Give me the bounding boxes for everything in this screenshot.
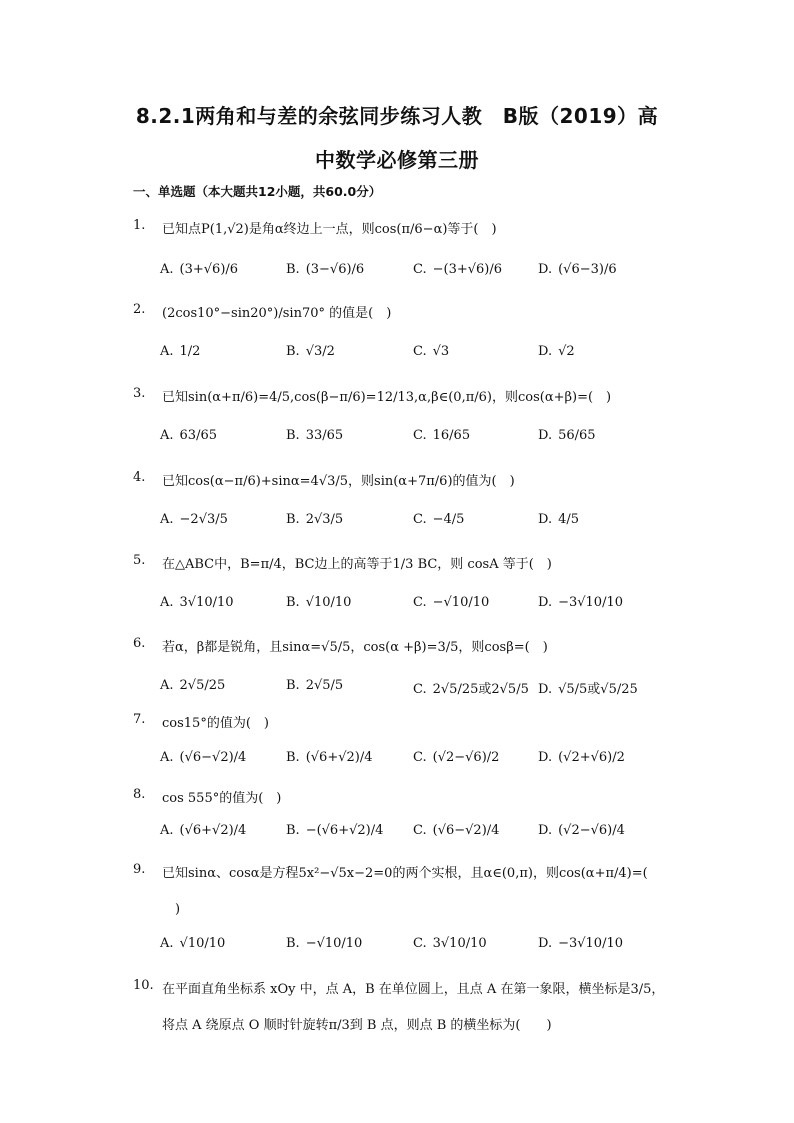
option-d[interactable] [538,428,596,443]
section-heading: 一、单选题（本大题共12小题，共60.0分） [133,184,382,199]
question-stem: 已知sinα、cosα是方程5x²−√5x−2=0的两个实根，且α∈(0,π)，则cos(α+π/4)=( [162,866,648,881]
question-stem: 已知cos(α−π/6)+sinα=4√3/5，则sin(α+7π/6)的值为( ) [162,474,515,489]
option-text: 3√10/10 [179,595,234,610]
option-label: C. [413,936,427,951]
option-text: −(√6+√2)/4 [305,823,384,838]
option-text: (√6−√2)/4 [179,750,247,765]
option-label: B. [286,750,300,765]
option-b[interactable] [286,678,343,693]
option-text: −3√10/10 [558,936,624,951]
option-text: −√10/10 [432,595,490,610]
question-stem: 在△ABC中，B=π/4，BC边上的高等于1/3 BC，则 cosA 等于( ) [162,557,552,572]
option-text: √3 [432,344,450,359]
question-number: 9. [133,862,146,877]
option-label: C. [413,595,427,610]
option-text: (√6−3)/6 [558,262,617,277]
doc-title-line1: 8.2.1两角和与差的余弦同步练习人教 B版（2019）高 [135,104,659,128]
option-a[interactable] [160,595,234,610]
option-label: A. [160,262,174,277]
option-label: C. [413,344,427,359]
option-label: C. [413,750,427,765]
option-a[interactable] [160,512,228,527]
option-label: C. [413,262,427,277]
option-c[interactable] [413,936,487,951]
question-number: 10. [133,978,154,993]
option-label: A. [160,428,174,443]
question-stem: 已知sin(α+π/6)=4/5,cos(β−π/6)=12/13,α,β∈(0,π/6)，则cos(α+β)=( ) [162,390,612,405]
option-d[interactable] [538,262,617,277]
option-text: √5/5或√5/25 [558,682,638,697]
option-b[interactable] [286,512,343,527]
option-d[interactable] [538,823,625,838]
option-c[interactable] [413,262,502,277]
option-label: B. [286,262,300,277]
option-d[interactable] [538,512,579,527]
option-c[interactable] [413,512,464,527]
question-stem: (2cos10°−sin20°)/sin70° 的值是( ) [162,306,392,321]
option-text: −(3+√6)/6 [432,262,503,277]
option-c[interactable] [413,428,470,443]
option-label: D. [538,595,553,610]
option-c[interactable] [413,750,499,765]
option-c[interactable] [413,595,489,610]
option-text: −4/5 [432,512,465,527]
option-text: (3+√6)/6 [179,262,239,277]
option-b[interactable] [286,823,383,838]
option-b[interactable] [286,262,364,277]
option-text: 2√5/25或2√5/5 [432,682,529,697]
question-stem: cos15°的值为( ) [162,716,269,731]
option-label: A. [160,512,174,527]
option-text: (3−√6)/6 [305,262,365,277]
option-a[interactable] [160,344,200,359]
question-number: 8. [133,787,146,802]
option-text: 56/65 [558,428,596,443]
question-stem: 在平面直角坐标系 xOy 中，点 A，B 在单位圆上，且点 A 在第一象限，横坐标是3/5， [162,982,665,997]
question-number: 4. [133,470,146,485]
option-a[interactable] [160,823,246,838]
option-label: B. [286,936,300,951]
question-stem-continued: ) [175,902,181,917]
option-b[interactable] [286,428,343,443]
option-a[interactable] [160,936,225,951]
option-text: 33/65 [305,428,344,443]
question-stem: 已知点P(1,√2)是角α终边上一点，则cos(π/6−α)等于( ) [162,222,497,237]
option-c[interactable] [413,823,499,838]
option-label: C. [413,512,427,527]
option-text: 1/2 [179,344,201,359]
question-stem-continued: 将点 A 绕原点 O 顺时针旋转π/3到 B 点，则点 B 的横坐标为( ) [162,1018,552,1033]
option-text: 2√5/5 [305,678,344,693]
question-number: 3. [133,386,146,401]
option-label: D. [538,428,553,443]
question-number: 2. [133,302,146,317]
option-b[interactable] [286,750,372,765]
option-text: (√6+√2)/4 [179,823,247,838]
option-text: 2√3/5 [305,512,344,527]
option-text: (√6−√2)/4 [432,823,500,838]
option-label: C. [413,823,427,838]
question-number: 1. [133,218,146,233]
option-text: 16/65 [432,428,471,443]
question-number: 5. [133,553,146,568]
option-d[interactable] [538,595,623,610]
option-label: D. [538,936,553,951]
option-a[interactable] [160,678,225,693]
option-text: √3/2 [305,344,335,359]
option-b[interactable] [286,595,351,610]
option-text: √10/10 [305,595,352,610]
option-d[interactable] [538,936,623,951]
option-label: A. [160,936,174,951]
option-label: C. [413,428,427,443]
option-label: D. [538,262,553,277]
question-number: 7. [133,712,146,727]
option-a[interactable] [160,750,246,765]
option-label: B. [286,678,300,693]
option-b[interactable] [286,344,335,359]
option-label: D. [538,682,553,697]
option-d[interactable] [538,344,575,359]
option-label: D. [538,750,553,765]
doc-title-line2: 中数学必修第三册 [315,148,479,172]
option-label: A. [160,344,174,359]
option-label: D. [538,823,553,838]
option-text: −2√3/5 [179,512,228,527]
option-label: B. [286,823,300,838]
option-label: B. [286,512,300,527]
option-label: A. [160,750,174,765]
option-a[interactable] [160,262,238,277]
option-text: 63/65 [179,428,217,443]
option-text: (√2+√6)/2 [558,750,625,765]
option-text: −√10/10 [305,936,363,951]
option-label: A. [160,678,174,693]
option-text: −3√10/10 [558,595,624,610]
option-text: √2 [558,344,575,359]
option-b[interactable] [286,936,362,951]
option-text: (√6+√2)/4 [305,750,373,765]
option-text: √10/10 [179,936,226,951]
option-d[interactable] [538,750,625,765]
option-text: 4/5 [558,512,580,527]
option-c[interactable] [413,344,449,359]
question-stem: cos 555°的值为( ) [162,791,282,806]
option-a[interactable] [160,428,217,443]
option-c[interactable] [413,678,529,697]
option-label: D. [538,512,553,527]
option-text: 2√5/25 [179,678,226,693]
option-label: D. [538,344,553,359]
option-label: C. [413,682,427,697]
option-text: 3√10/10 [432,936,487,951]
option-text: (√2−√6)/4 [558,823,625,838]
option-label: B. [286,428,300,443]
option-label: B. [286,595,300,610]
option-label: B. [286,344,300,359]
question-number: 6. [133,636,146,651]
option-label: A. [160,823,174,838]
question-stem: 若α，β都是锐角，且sinα=√5/5，cos(α +β)=3/5，则cosβ=( ) [162,640,548,655]
option-label: A. [160,595,174,610]
option-text: (√2−√6)/2 [432,750,500,765]
option-d[interactable] [538,678,638,697]
